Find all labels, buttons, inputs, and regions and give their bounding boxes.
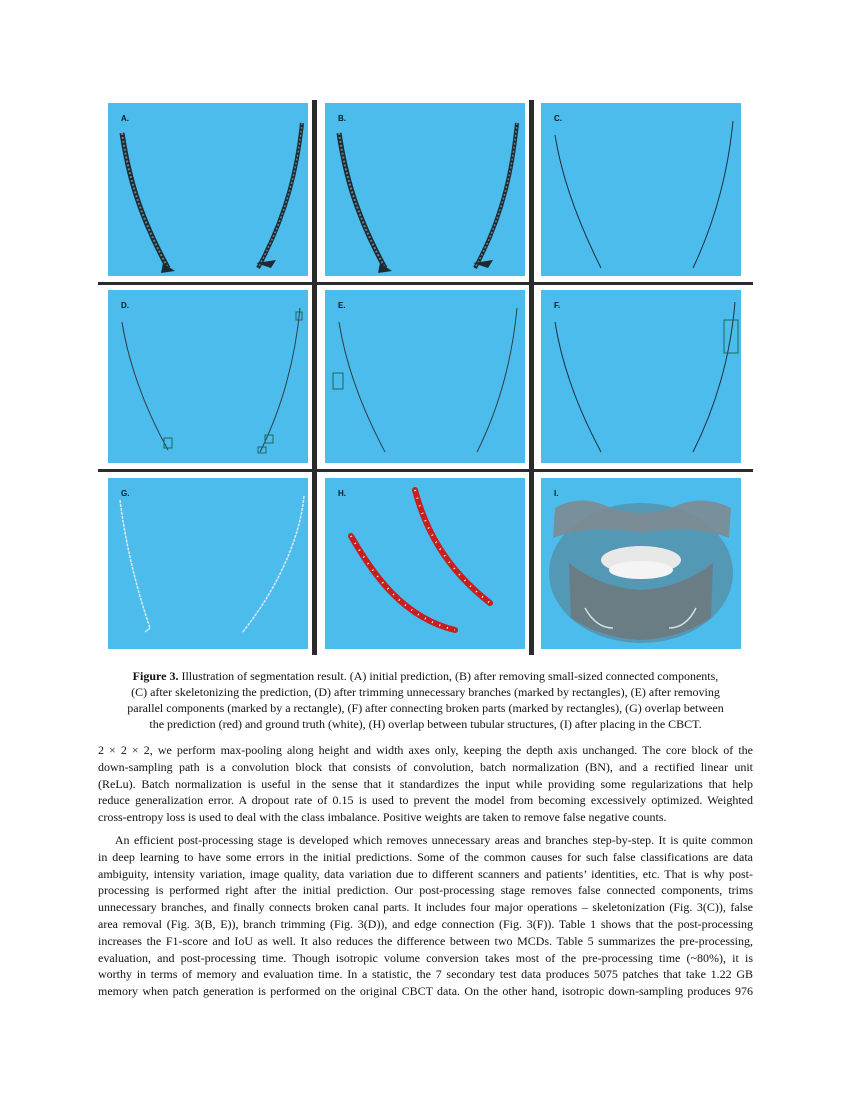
text-line: increases the F1-score and IoU as well. It also reduces the difference between two MCDs. Table 5 summarizes the pre-processing,: [98, 933, 753, 948]
panel-h: [325, 478, 525, 649]
text-line: reduce generalization error. A dropout rate of 0.15 is used to prevent the model from becoming excessively optimized. Weighted: [98, 793, 753, 808]
caption-line-3: parallel components (marked by a rectangle), (F) after connecting broken parts (marked by rectangles), (G) overlap between: [127, 701, 724, 715]
text-line: cross-entropy loss is used to deal with the class imbalance. Positive weights are taken to remove false negative counts.: [98, 810, 667, 825]
panel-a: [108, 103, 308, 276]
panel-i: [541, 478, 741, 649]
caption-title: Figure 3.: [132, 669, 179, 683]
panel-f-connected-drawing: [541, 290, 741, 463]
panel-label: A.: [121, 114, 129, 123]
panel-label: B.: [338, 114, 346, 123]
panel-c: [541, 103, 741, 276]
text-line: An efficient post-processing stage is developed which removes unnecessary areas and branches step-by-step. It is quite common: [98, 833, 753, 847]
caption-line-1-text: Illustration of segmentation result. (A) initial prediction, (B) after removing small-sized connected components,: [178, 669, 719, 683]
vertical-separator: [529, 100, 534, 655]
panel-g: [108, 478, 308, 649]
panel-label: D.: [121, 301, 129, 310]
panel-label: C.: [554, 114, 562, 123]
panel-h-tubular-overlap-drawing: [325, 478, 525, 649]
horizontal-separator: [98, 469, 753, 472]
text-line: worthy in terms of memory and evaluation time. In a statistic, the 7 secondary test data produces 5075 patches that take 1.22 GB: [98, 967, 753, 982]
vertical-separator: [312, 100, 317, 655]
panel-label: E.: [338, 301, 346, 310]
panel-d-trimmed-drawing: [108, 290, 308, 463]
panel-g-overlap-drawing: [108, 478, 308, 649]
text-line: area removal (Fig. 3(B, E)), branch trimming (Fig. 3(D)), and edge connection (Fig. 3(F)). Table 1 shows that the post-processing: [98, 916, 753, 931]
panel-i-cbct-drawing: [541, 478, 741, 649]
caption-line-4: the prediction (red) and ground truth (white), (H) overlap between tubular structures, (I) after placing in the CBCT.: [149, 717, 702, 731]
text-line: evaluation, and post-processing time. Though isotropic volume conversion takes most of the pre-processing time (~80%), it is: [98, 950, 753, 965]
panel-label: G.: [121, 489, 130, 498]
caption-line-1: [98, 668, 753, 684]
text-line: in deep learning to have some errors in the initial predictions. Some of the common causes for such false classifications are data: [98, 849, 753, 864]
text-line: 2 × 2 × 2, we perform max-pooling along height and width axes only, keeping the depth axis unchanged. The core block of the: [98, 743, 753, 757]
text-line: unnecessary branches, and finally connects broken canal parts. It includes four major operations – skeletonization (Fig. 3(C)), false: [98, 900, 753, 915]
figure-caption: [98, 668, 753, 732]
panel-b: [325, 103, 525, 276]
horizontal-separator: [98, 282, 753, 285]
panel-a-canal-drawing: [108, 103, 308, 276]
panel-d: [108, 290, 308, 463]
panel-label: F.: [554, 301, 561, 310]
text-line: processing is performed right after the initial prediction. Our post-processing stage removes false connected components, trims: [98, 883, 753, 898]
body-paragraph-1: [98, 742, 753, 826]
text-line: down-sampling path is a convolution block that consists of convolution, batch normalization (BN), and a rectified linear unit: [98, 759, 753, 774]
text-line: ambiguity, intensity variation, image quality, data variation due to different scanners and patients’ identities, etc. That is why post-: [98, 866, 753, 881]
text-line: (ReLu). Batch normalization is useful in the sense that it standardizes the input while providing some regularizations that help: [98, 776, 753, 791]
panel-label: I.: [554, 489, 559, 498]
panel-label: H.: [338, 489, 346, 498]
caption-line-2: (C) after skeletonizing the prediction, (D) after trimming unnecessary branches (marked by rectangles), (E) after removing: [131, 685, 720, 699]
panel-e: [325, 290, 525, 463]
panel-f: [541, 290, 741, 463]
panel-b-canal-drawing: [325, 103, 525, 276]
text-line: memory when patch generation is performed on the original CBCT data. On the other hand, isotropic down-sampling produces 976: [98, 984, 753, 999]
panel-e-parallel-removed-drawing: [325, 290, 525, 463]
segmentation-figure: [98, 100, 753, 655]
panel-c-skeleton-drawing: [541, 103, 741, 276]
body-paragraph-2: [98, 832, 753, 1000]
